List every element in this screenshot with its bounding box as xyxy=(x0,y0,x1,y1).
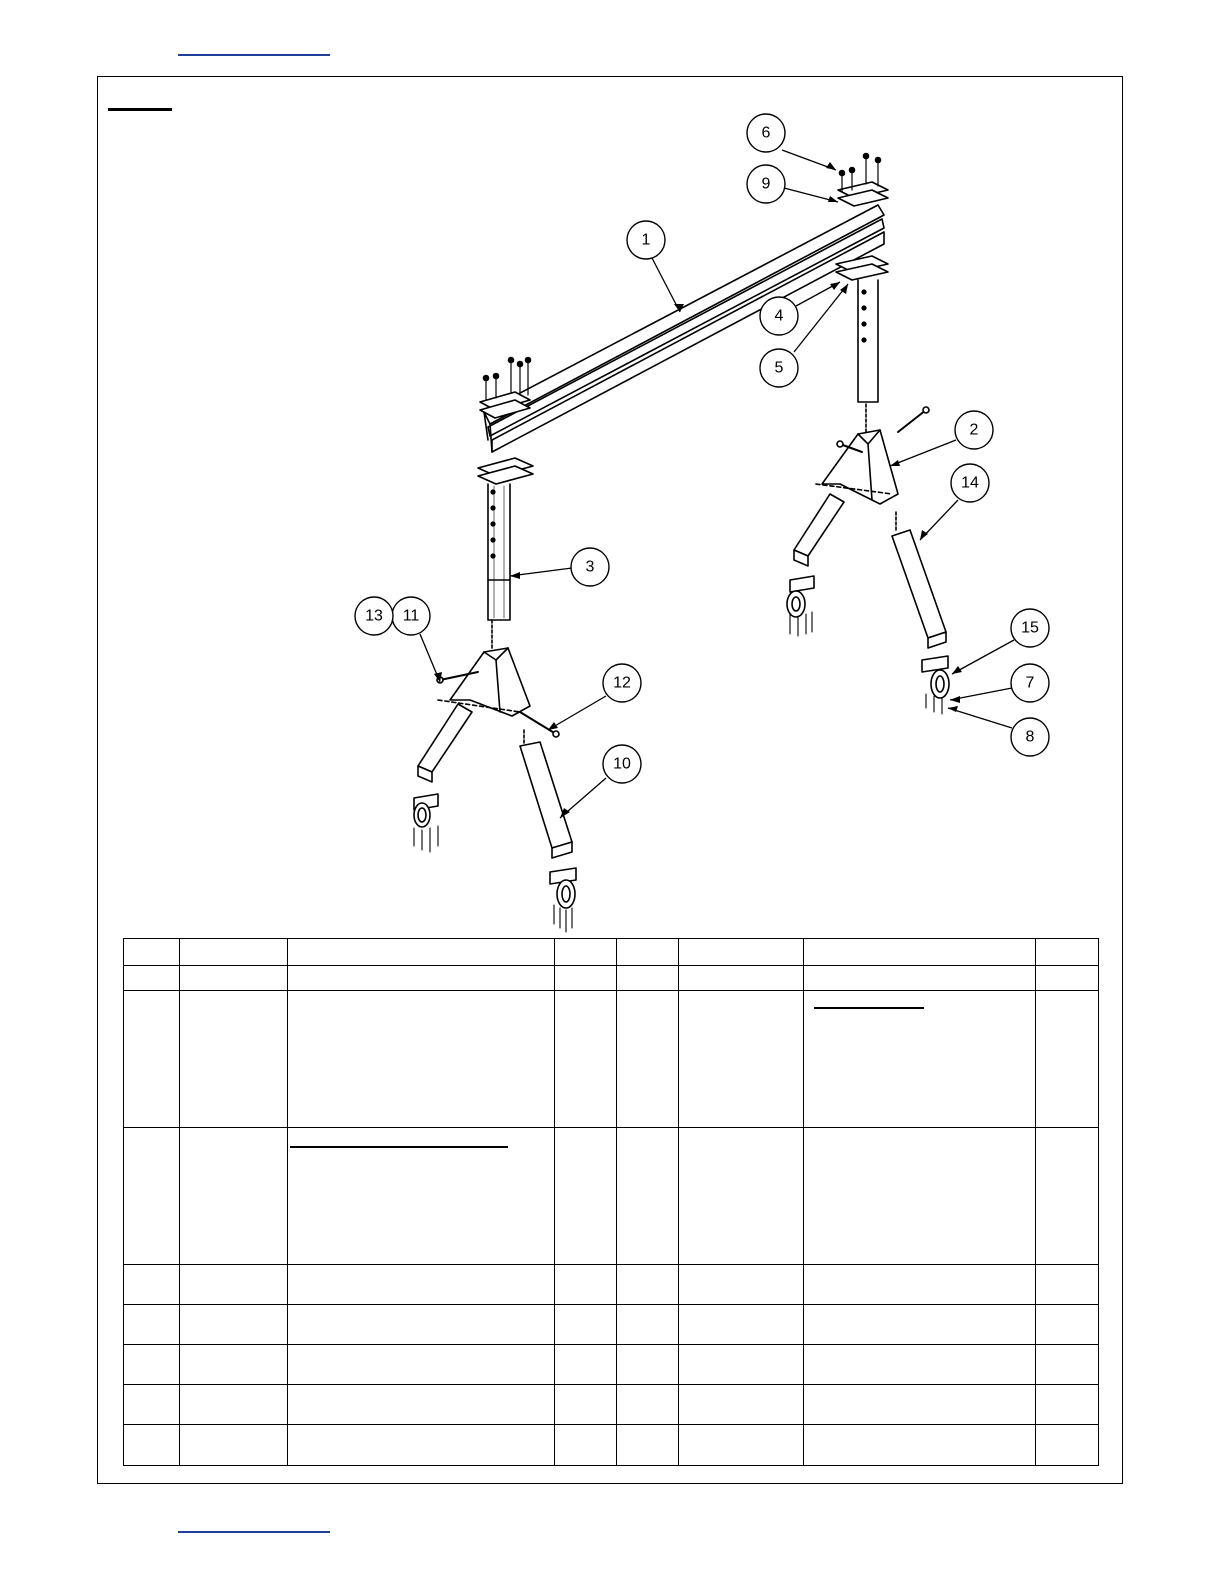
svg-text:11: 11 xyxy=(402,607,420,625)
balloon-14 xyxy=(951,464,989,502)
svg-text:9: 9 xyxy=(761,175,771,193)
svg-text:12: 12 xyxy=(613,674,631,692)
balloon-4 xyxy=(760,297,798,335)
svg-text:3: 3 xyxy=(585,558,595,576)
table-row xyxy=(124,1265,1099,1305)
svg-text:10: 10 xyxy=(613,755,631,773)
balloon-15 xyxy=(1011,609,1049,647)
cell-link-underline[interactable] xyxy=(814,1007,924,1009)
balloon-10 xyxy=(603,745,641,783)
footer-link-underline[interactable] xyxy=(178,1531,330,1533)
cell-link-underline[interactable] xyxy=(290,1146,508,1148)
balloon-13 xyxy=(355,597,393,635)
svg-text:1: 1 xyxy=(641,231,651,249)
bill-of-materials-table xyxy=(123,938,1099,1466)
table-row xyxy=(124,1425,1099,1466)
balloon-2 xyxy=(955,411,993,449)
balloon-3 xyxy=(571,548,609,586)
svg-text:5: 5 xyxy=(774,359,784,377)
table-row xyxy=(124,966,1099,991)
svg-text:13: 13 xyxy=(365,607,383,625)
svg-text:7: 7 xyxy=(1025,674,1035,692)
svg-text:14: 14 xyxy=(961,474,979,492)
svg-text:8: 8 xyxy=(1025,728,1035,746)
balloon-5 xyxy=(760,349,798,387)
balloon-1 xyxy=(627,221,665,259)
table-row xyxy=(124,991,1099,1128)
balloon-6 xyxy=(747,114,785,152)
svg-text:6: 6 xyxy=(761,124,771,142)
svg-text:15: 15 xyxy=(1021,619,1039,637)
table-row xyxy=(124,1305,1099,1345)
balloon-9 xyxy=(747,165,785,203)
balloon-7 xyxy=(1011,664,1049,702)
table-header-row xyxy=(124,939,1099,966)
table-row xyxy=(124,1128,1099,1265)
balloon-8 xyxy=(1011,718,1049,756)
table-row xyxy=(124,1345,1099,1385)
balloon-12 xyxy=(603,664,641,702)
svg-text:4: 4 xyxy=(774,307,784,325)
table-row xyxy=(124,1385,1099,1425)
svg-text:2: 2 xyxy=(969,421,979,439)
balloon-11 xyxy=(392,597,430,635)
